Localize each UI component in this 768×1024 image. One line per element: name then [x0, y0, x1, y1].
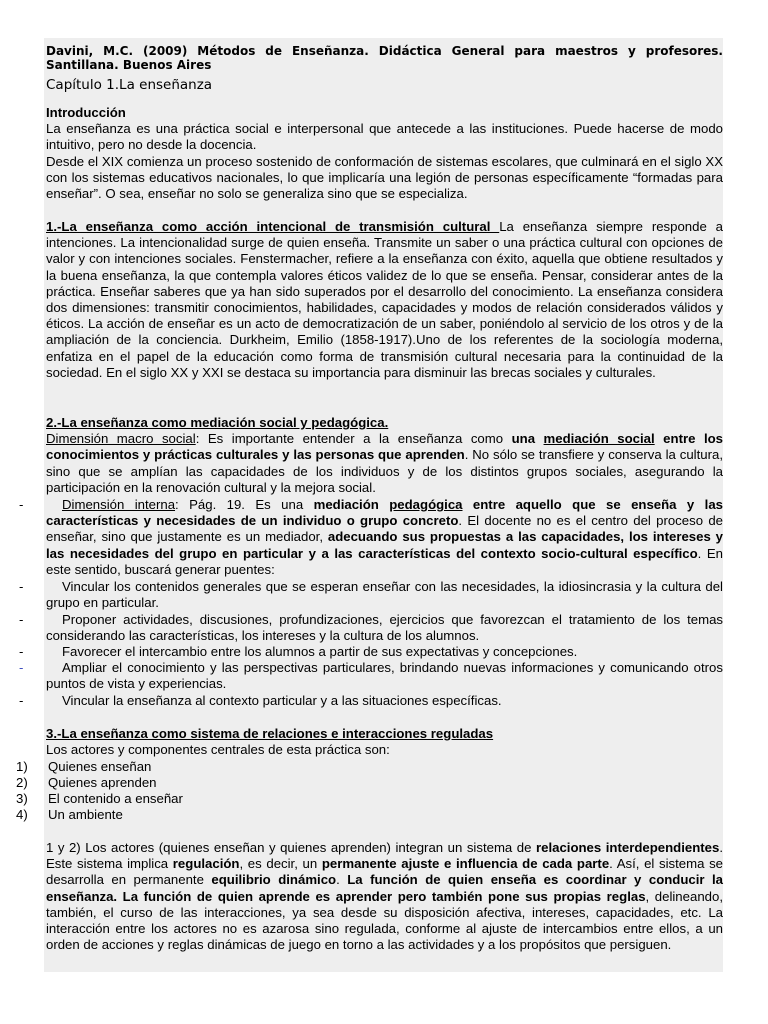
- bullet-item: Proponer actividades, discusiones, profundizaciones, ejercicios que favorezcan el tratamiento de los temas considerando las características, los intereses y la cultura de los alumnos.: [46, 612, 723, 644]
- section-1-body: La enseñanza siempre responde a intenciones. La intencionalidad surge de quien enseña. Transmite un saber o una práctica cultural con opciones de valor y con intenciones sociales. Fenstermacher, refiere a la enseñanza con éxito, aquella que obtiene resultados y la buena enseñanza, la que contempla valores éticos validez de lo que se enseña. Pensar, considerar antes de la práctica. Enseñar saberes que ya han sido superados por el desarrollo del conocimiento. La enseñanza considera dos dimensiones: transmitir conocimientos, habilidades, capacidades y modos de relación considerados válidos y éticos. La acción de enseñar es un acto de democratización de un saber, poniéndolo al servicio de los otros y de la ampliación de la conciencia. Durkheim, Emilio (1858-1917).Uno de los referentes de la sociología moderna, enfatiza en el papel de la educación como forma de transmisión cultural necesaria para la continuidad de la sociedad. En el siglo XX y XXI se destaca su importancia para disminuir las brecas sociales y culturales.: [46, 219, 723, 380]
- citation-header: Davini, M.C. (2009) Métodos de Enseñanza. Didáctica General para maestros y profesores. Santillana. Buenos Aires: [46, 44, 723, 72]
- section-3: [46, 726, 723, 758]
- section-3-lead: Los actores y componentes centrales de esta práctica son:: [46, 742, 390, 758]
- section-1: [46, 219, 723, 381]
- section-3-paragraph: 1 y 2) Los actores (quienes enseñan y quienes aprenden) integran un sistema de relaciones interdependientes. Este sistema implica regulación, es decir, un permanente ajuste e influencia de cada parte. Así, el sistema se desarrolla en permanente equilibrio dinámico. La función de quien enseña es coordinar y conducir la enseñanza. La función de quien aprende es aprender pero también pone sus propias reglas, delineando, también, el curso de las interacciones, ya sea desde su disposición afectiva, intereses, capacidades, etc. La interacción entre los actores no es azarosa sino regulada, conforme al ajuste de intercambios entre ellos, a un orden de acciones y reglas dinámicas de juego en torno a las actividades y a los propósitos que persiguen.: [46, 840, 724, 953]
- list-number: 4): [16, 807, 28, 822]
- intro-paragraph-1: La enseñanza es una práctica social e interpersonal que antecede a las instituciones. Puede hacerse de modo intuitivo, pero no desde la docencia.: [46, 121, 723, 153]
- dash-marker: -: [19, 579, 24, 594]
- macro-dimension-label: Dimensión macro social: [46, 431, 196, 447]
- bullet-item: Favorecer el intercambio entre los alumnos a partir de sus expectativas y concepciones.: [62, 644, 578, 659]
- internal-dimension-label: Dimensión interna: [62, 497, 176, 512]
- dash-marker: -: [19, 660, 24, 675]
- dash-marker: -: [19, 693, 24, 708]
- list-item: El contenido a enseñar: [48, 791, 183, 806]
- list-item: Un ambiente: [48, 807, 123, 822]
- intro-section: [46, 105, 723, 202]
- macro-dimension-paragraph: Dimensión macro social: Es importante entender a la enseñanza como una mediación social entre los conocimientos y prácticas culturales y las personas que aprenden. No sólo se transfiere y conserva la cultura, sino que se amplían las capacidades de los individuos y de los distintos grupos sociales, asegurando la participación en la renovación cultural y la mejora social.: [46, 431, 723, 495]
- chapter-title: Capítulo 1.La enseñanza: [46, 77, 213, 93]
- intro-paragraph-2: Desde el XIX comienza un proceso sostenido de conformación de sistemas escolares, que culminará en el siglo XX con los sistemas educativos nacionales, lo que implicaría una legión de personas específicamente “formadas para enseñar”. O sea, enseñar no solo se generaliza sino que se especializa.: [46, 153, 723, 202]
- list-number: 3): [16, 791, 28, 806]
- bullet-item: Ampliar el conocimiento y las perspectivas particulares, brindando nuevas informaciones y comunicando otros puntos de vista y experiencias.: [46, 660, 723, 692]
- bullet-item: Vincular la enseñanza al contexto particular y a las situaciones específicas.: [62, 693, 502, 708]
- intro-title: Introducción: [46, 105, 126, 120]
- dash-marker: -: [19, 612, 24, 627]
- section-3-title: 3.-La enseñanza como sistema de relaciones e interacciones reguladas: [46, 726, 494, 741]
- dash-marker: -: [19, 497, 24, 512]
- section-2: [46, 415, 723, 496]
- section-1-title: 1.-La enseñanza como acción intencional de transmisión cultural: [46, 219, 500, 234]
- list-number: 2): [16, 775, 28, 790]
- list-item: Quienes aprenden: [48, 775, 157, 790]
- bullet-item: Vincular los contenidos generales que se esperan enseñar con las necesidades, la idiosincrasia y la cultura del grupo en particular.: [46, 579, 723, 611]
- list-number: 1): [16, 759, 28, 774]
- internal-dimension-paragraph: Dimensión interna: Pág. 19. Es una mediación pedagógica entre aquello que se enseña y las características y necesidades de un individuo o grupo concreto. El docente no es el centro del proceso de enseñar, sino que justamente es un mediador, adecuando sus propuestas a las capacidades, los intereses y las necesidades del grupo en particular y a las características del contexto socio-cultural específico. En este sentido, buscará generar puentes:: [46, 497, 723, 577]
- dash-marker: -: [19, 644, 24, 659]
- list-item: Quienes enseñan: [48, 759, 152, 774]
- section-2-title: 2.-La enseñanza como mediación social y pedagógica.: [46, 415, 389, 430]
